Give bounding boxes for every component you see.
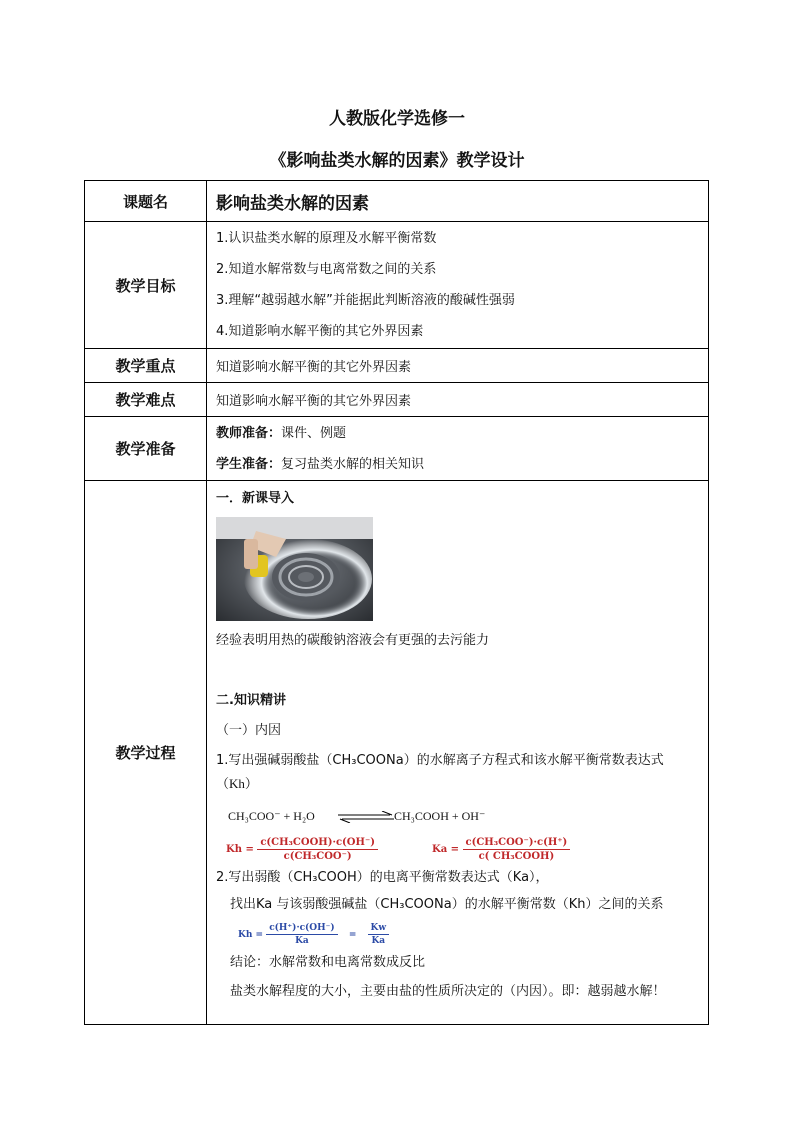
question-2-detail: 找出Ka 与该弱酸强碱盐（CH₃COONa）的水解平衡常数（Kh）之间的关系: [230, 897, 664, 912]
relation-kw: Kw: [368, 923, 390, 935]
row-difficulty: [85, 383, 709, 417]
stove-cleaning-photo: [216, 517, 373, 621]
equation-products: CH₃COOH + OH⁻: [394, 809, 486, 823]
relation-label: Kh =: [238, 930, 264, 940]
objective-item: 2.知道水解常数与电离常数之间的关系: [216, 262, 437, 277]
conclusion-text: 结论：水解常数和电离常数成反比: [230, 955, 426, 970]
relation-equals: =: [348, 930, 357, 940]
question-1-suffix: （Kh）: [216, 776, 258, 791]
relation-numerator: c(H⁺)·c(OH⁻): [266, 923, 337, 935]
row-preparation: [85, 417, 709, 481]
final-statement: 盐类水解程度的大小，主要由盐的性质所决定的（内因）。即：越弱越水解！: [230, 984, 666, 999]
label-process: 教学过程: [85, 481, 207, 1025]
student-prep-label: 学生准备：: [216, 456, 282, 472]
row-process: [85, 481, 709, 1025]
teacher-prep-label: 教师准备：: [216, 425, 282, 441]
document-title: 人教版化学选修一: [329, 109, 465, 129]
label-topic: 课题名: [85, 181, 207, 222]
row-objectives: [85, 222, 709, 349]
teacher-prep-value: 课件、例题: [281, 425, 347, 441]
objective-item: 4.知道影响水解平衡的其它外界因素: [216, 324, 424, 339]
constant-expressions: [216, 831, 708, 863]
key-point-value: 知道影响水解平衡的其它外界因素: [207, 349, 709, 383]
kh-ka-relation: [216, 917, 708, 951]
hydrolysis-equation: [216, 807, 708, 829]
section-knowledge-heading: 二.知识精讲: [216, 693, 286, 708]
topic-value: 影响盐类水解的因素: [216, 193, 369, 214]
objective-item: 1.认识盐类水解的原理及水解平衡常数: [216, 231, 437, 246]
ka-label: Ka =: [432, 844, 460, 855]
row-key-point: [85, 349, 709, 383]
label-objectives: 教学目标: [85, 222, 207, 349]
kh-label: Kh =: [226, 844, 254, 855]
kh-denominator: c(CH₃COO⁻): [283, 851, 352, 862]
ka-denominator: c( CH₃COOH): [478, 851, 555, 862]
question-2: 2.写出弱酸（CH₃COOH）的电离平衡常数表达式（Ka），: [216, 870, 549, 885]
label-preparation: 教学准备: [85, 417, 207, 481]
relation-ka: Ka: [371, 936, 386, 946]
lesson-plan-table: [84, 180, 709, 1025]
relation-denominator: Ka: [295, 936, 309, 946]
kh-numerator: c(CH₃COOH)·c(OH⁻): [257, 837, 378, 850]
ka-numerator: c(CH₃COO⁻)·c(H⁺): [463, 837, 571, 850]
equation-reactants: CH₃COO⁻ + H₂O: [228, 809, 315, 823]
difficulty-value: 知道影响水解平衡的其它外界因素: [207, 383, 709, 417]
internal-factor-heading: （一）内因: [216, 723, 282, 738]
equilibrium-arrow-icon: [338, 811, 394, 823]
section-intro-heading: 一．新课导入: [216, 491, 295, 506]
label-key-point: 教学重点: [85, 349, 207, 383]
document-subtitle: 《影响盐类水解的因素》教学设计: [269, 151, 525, 171]
student-prep-value: 复习盐类水解的相关知识: [281, 456, 425, 472]
row-topic: [85, 181, 709, 222]
label-difficulty: 教学难点: [85, 383, 207, 417]
objective-item: 3.理解“越弱越水解”并能据此判断溶液的酸碱性强弱: [216, 293, 515, 308]
photo-caption: 经验表明用热的碳酸钠溶液会有更强的去污能力: [216, 633, 490, 648]
question-1: 1.写出强碱弱酸盐（CH₃COONa）的水解离子方程式和该水解平衡常数表达式: [216, 753, 664, 768]
